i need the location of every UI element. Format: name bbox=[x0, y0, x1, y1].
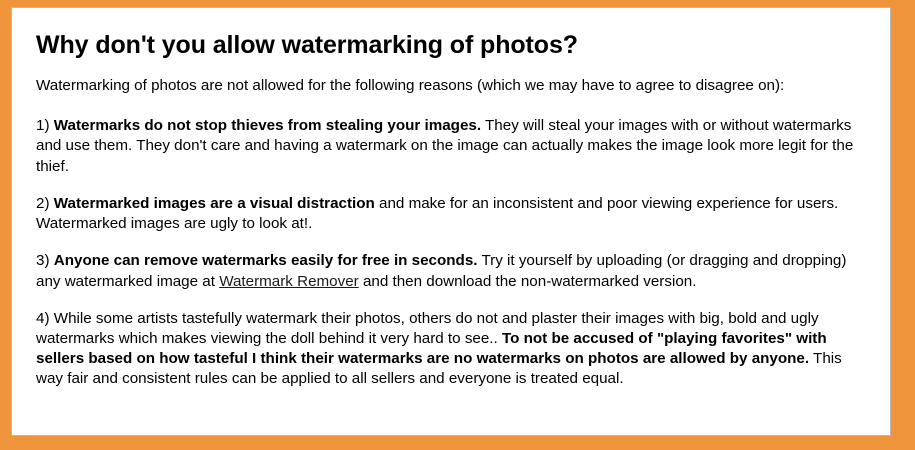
reason-1-body: They will steal your images with or without watermarks and use them. They don't care and having a watermark on the image can actually makes the image look more legit for the thief. bbox=[36, 117, 854, 175]
reason-3-lead: Anyone can remove watermarks easily for free in seconds. bbox=[53, 252, 478, 270]
reason-2-number: 2) bbox=[36, 194, 50, 212]
reason-item-2 bbox=[36, 194, 866, 234]
reason-item-3 bbox=[36, 251, 866, 291]
reason-4-number: 4) bbox=[36, 309, 50, 327]
faq-content-panel bbox=[11, 7, 891, 436]
reason-4-body-after-bold: This way fair and consistent rules can be applied to all sellers and everyone is treated equal. bbox=[36, 350, 842, 388]
reason-2-lead: Watermarked images are a visual distraction bbox=[53, 194, 375, 212]
reason-4-body-before-bold: While some artists tastefully watermark their photos, others do not and plaster their images with big, bold and ugly watermarks which makes viewing the doll behind it very hard to see.. bbox=[36, 309, 819, 347]
intro-paragraph: Watermarking of photos are not allowed for the following reasons (which we may have to agree to disagree on): bbox=[36, 77, 785, 94]
reason-item-4 bbox=[36, 309, 866, 390]
reason-4-bold: To not be accused of "playing favorites" with sellers based on how tasteful I think their watermarks are no watermarks on photos are allowed by anyone. bbox=[36, 329, 827, 368]
reason-item-1 bbox=[36, 116, 866, 177]
reason-1-number: 1) bbox=[36, 117, 50, 135]
page-title: Why don't you allow watermarking of photos? bbox=[36, 31, 578, 59]
reason-3-body-after-link: and then download the non-watermarked version. bbox=[358, 272, 697, 290]
reason-3-number: 3) bbox=[36, 252, 50, 270]
watermark-remover-link[interactable]: Watermark Remover bbox=[219, 272, 359, 290]
reason-2-body: and make for an inconsistent and poor viewing experience for users. Watermarked images are ugly to look at!. bbox=[36, 194, 839, 233]
reason-3-body-before-link: Try it yourself by uploading (or dragging and dropping) any watermarked image at bbox=[36, 252, 847, 290]
reason-1-lead: Watermarks do not stop thieves from stealing your images. bbox=[53, 117, 482, 135]
